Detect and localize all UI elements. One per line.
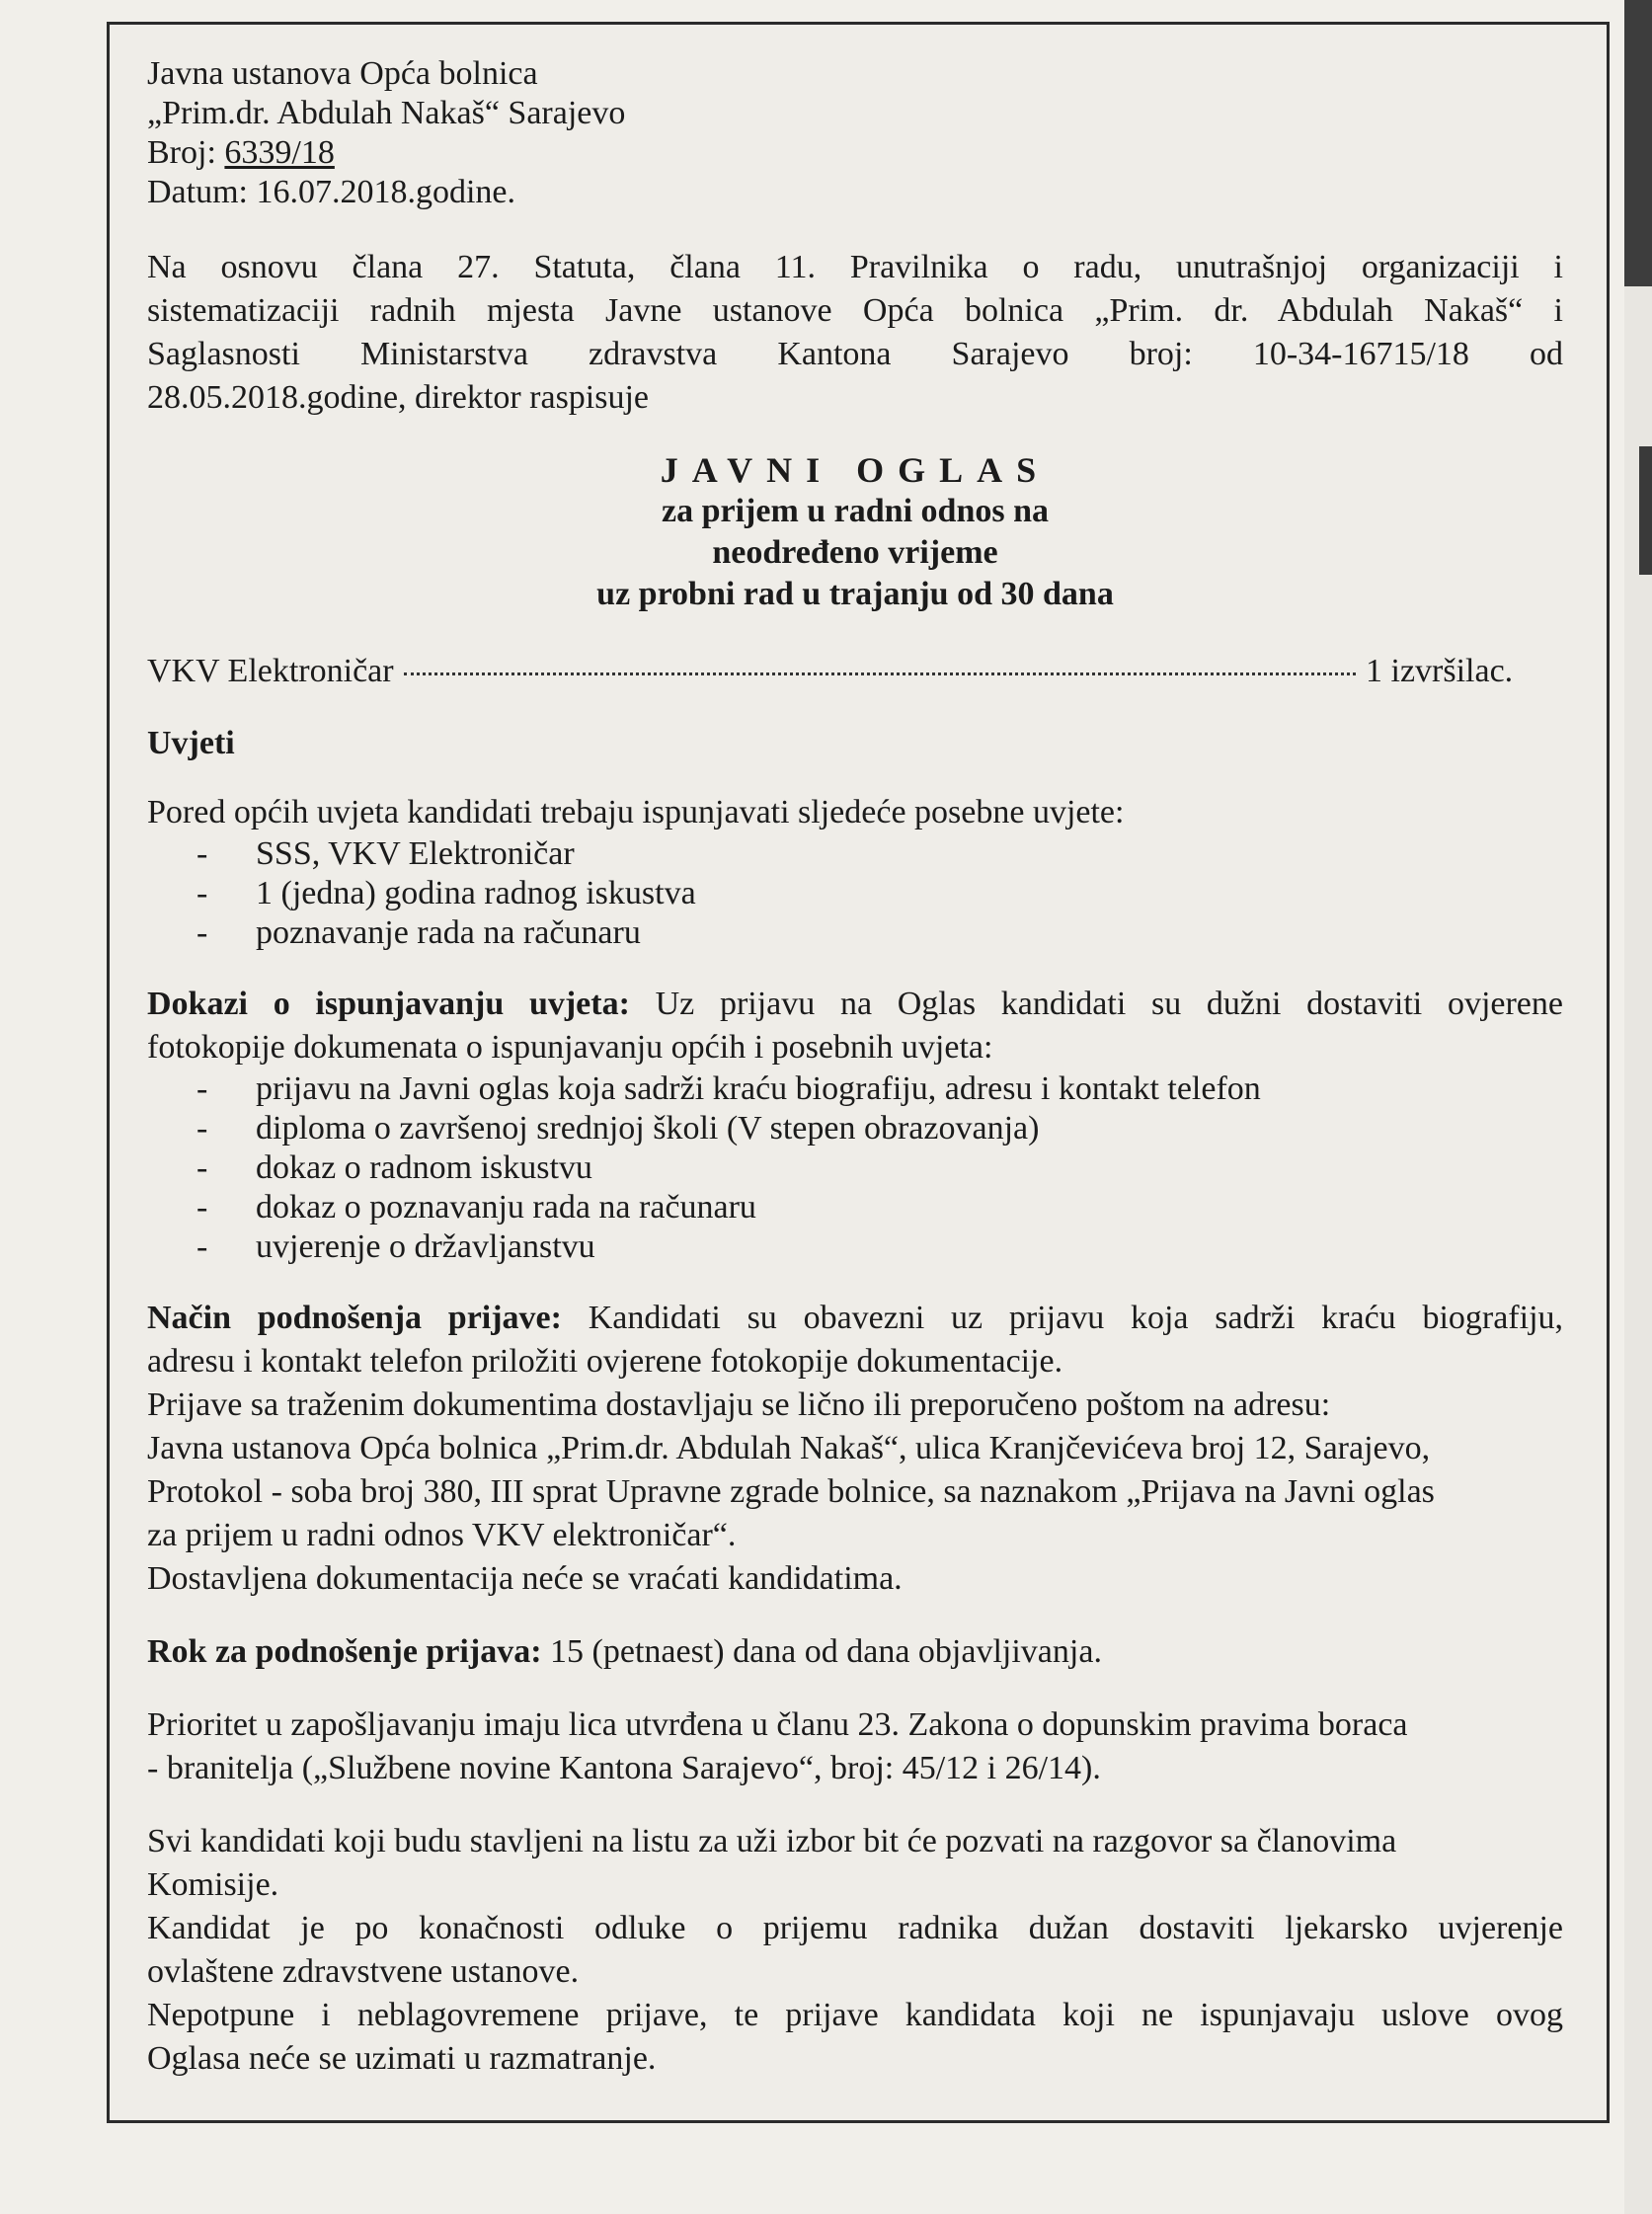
closing-line: Svi kandidati koji budu stavljeni na listu za uži izbor bit će pozvati na razgovor sa članovima xyxy=(147,1823,1397,1859)
datum-label: Datum: xyxy=(147,174,248,210)
deadline-text: 15 (petnaest) dana od dana objavljivanja. xyxy=(550,1633,1102,1670)
submission-line: za prijem u radni odnos VKV elektroničar“. xyxy=(147,1517,737,1553)
announcement-title xyxy=(147,449,1563,615)
title-main: JAVNI OGLAS xyxy=(660,450,1051,490)
submission-line: Protokol - soba broj 380, III sprat Upravne zgrade bolnice, sa naznakom „Prijava na Javni oglas xyxy=(147,1473,1435,1510)
proofs-list xyxy=(147,1069,1563,1267)
intro-line: 28.05.2018.godine, direktor raspisuje xyxy=(147,379,650,416)
submission-label: Način podnošenja prijave: xyxy=(147,1300,562,1336)
intro-line: Saglasnosti Ministarstva zdravstva Kantona Sarajevo broj: 10-34-16715/18 od xyxy=(147,336,1563,372)
closing-line: Komisije. xyxy=(147,1866,279,1903)
submission-text: Kandidati su obavezni uz prijavu koja sadrži kraću biografiju, xyxy=(588,1300,1564,1336)
priority-section xyxy=(147,1703,1563,1790)
position-count: 1 izvršilac. xyxy=(1366,653,1514,689)
submission-section xyxy=(147,1297,1563,1601)
deadline-label: Rok za podnošenje prijava: xyxy=(147,1633,542,1670)
closing-line: Oglasa neće se uzimati u razmatranje. xyxy=(147,2040,657,2077)
proofs-line-2: fotokopije dokumenata o ispunjavanju općih i posebnih uvjeta: xyxy=(147,1029,993,1066)
conditions-intro: Pored općih uvjeta kandidati trebaju ispunjavati sljedeće posebne uvjete: xyxy=(147,794,1125,830)
reference-number xyxy=(147,133,1563,173)
adjacent-dark-block xyxy=(1624,0,1652,286)
priority-line: Prioritet u zapošljavanju imaju lica utvrđena u članu 23. Zakona o dopunskim pravima boraca xyxy=(147,1706,1408,1743)
adjacent-column-edge xyxy=(1624,0,1652,2214)
priority-line: - branitelja („Službene novine Kantona Sarajevo“, broj: 45/12 i 26/14). xyxy=(147,1750,1101,1786)
closing-line: Kandidat je po konačnosti odluke o prijemu radnika dužan dostaviti ljekarsko uvjerenje xyxy=(147,1910,1563,1946)
proofs-line-1 xyxy=(147,983,1563,1026)
broj-label: Broj: xyxy=(147,134,216,171)
conditions-section xyxy=(147,722,1563,953)
intro-line: Na osnovu člana 27. Statuta, člana 11. Pravilnika o radu, unutrašnjoj organizaciji i xyxy=(147,249,1563,285)
deadline-line xyxy=(147,1630,1563,1674)
list-item: - diploma o završenoj srednjoj školi (V stepen obrazovanja) xyxy=(197,1109,1563,1148)
submission-line: Dostavljena dokumentacija neće se vraćati kandidatima. xyxy=(147,1560,903,1597)
submission-line: Prijave sa traženim dokumentima dostavljaju se lično ili preporučeno poštom na adresu: xyxy=(147,1386,1331,1423)
institution-line-2: „Prim.dr. Abdulah Nakaš“ Sarajevo xyxy=(147,95,626,131)
intro-paragraph xyxy=(147,246,1563,420)
dotted-leader xyxy=(404,672,1356,675)
list-item: - SSS, VKV Elektroničar xyxy=(197,834,1563,874)
proofs-label: Dokazi o ispunjavanju uvjeta: xyxy=(147,986,630,1022)
submission-line-1 xyxy=(147,1297,1563,1340)
list-item: - prijavu na Javni oglas koja sadrži kraću biografiju, adresu i kontakt telefon xyxy=(197,1069,1563,1109)
position-name: VKV Elektroničar xyxy=(147,653,394,689)
conditions-heading: Uvjeti xyxy=(147,725,235,761)
adjacent-dark-bar xyxy=(1639,446,1652,575)
proofs-text: Uz prijavu na Oglas kandidati su dužni dostaviti ovjerene xyxy=(655,986,1563,1022)
list-item: - dokaz o poznavanju rada na računaru xyxy=(197,1188,1563,1227)
list-item: - uvjerenje o državljanstvu xyxy=(197,1227,1563,1267)
title-line-4: uz probni rad u trajanju od 30 dana xyxy=(596,576,1114,612)
list-item: - poznavanje rada na računaru xyxy=(197,913,1563,953)
datum-value: 16.07.2018.godine. xyxy=(256,174,516,210)
closing-line: ovlaštene zdravstvene ustanove. xyxy=(147,1953,580,1990)
title-line-3: neodređeno vrijeme xyxy=(712,534,998,571)
title-line-2: za prijem u radni odnos na xyxy=(662,493,1049,529)
deadline-section xyxy=(147,1630,1563,1674)
submission-line: adresu i kontakt telefon priložiti ovjerene fotokopije dokumentacije. xyxy=(147,1343,1063,1380)
position-row xyxy=(147,653,1563,690)
closing-section xyxy=(147,1820,1563,2081)
closing-line: Nepotpune i neblagovremene prijave, te prijave kandidata koji ne ispunjavaju uslove ovog xyxy=(147,1997,1563,2033)
intro-line: sistematizaciji radnih mjesta Javne ustanove Opća bolnica „Prim. dr. Abdulah Nakaš“ i xyxy=(147,292,1563,329)
list-item: - 1 (jedna) godina radnog iskustva xyxy=(197,874,1563,913)
list-item: - dokaz o radnom iskustvu xyxy=(197,1148,1563,1188)
broj-value: 6339/18 xyxy=(224,134,335,171)
conditions-list xyxy=(147,834,1563,953)
document-date xyxy=(147,173,1563,212)
document-header xyxy=(147,54,1563,212)
submission-address: Javna ustanova Opća bolnica „Prim.dr. Abdulah Nakaš“, ulica Kranjčevićeva broj 12, Sarajevo, xyxy=(147,1430,1431,1466)
institution-line-1: Javna ustanova Opća bolnica xyxy=(147,55,538,92)
announcement-frame xyxy=(107,22,1610,2123)
proofs-section xyxy=(147,983,1563,1267)
